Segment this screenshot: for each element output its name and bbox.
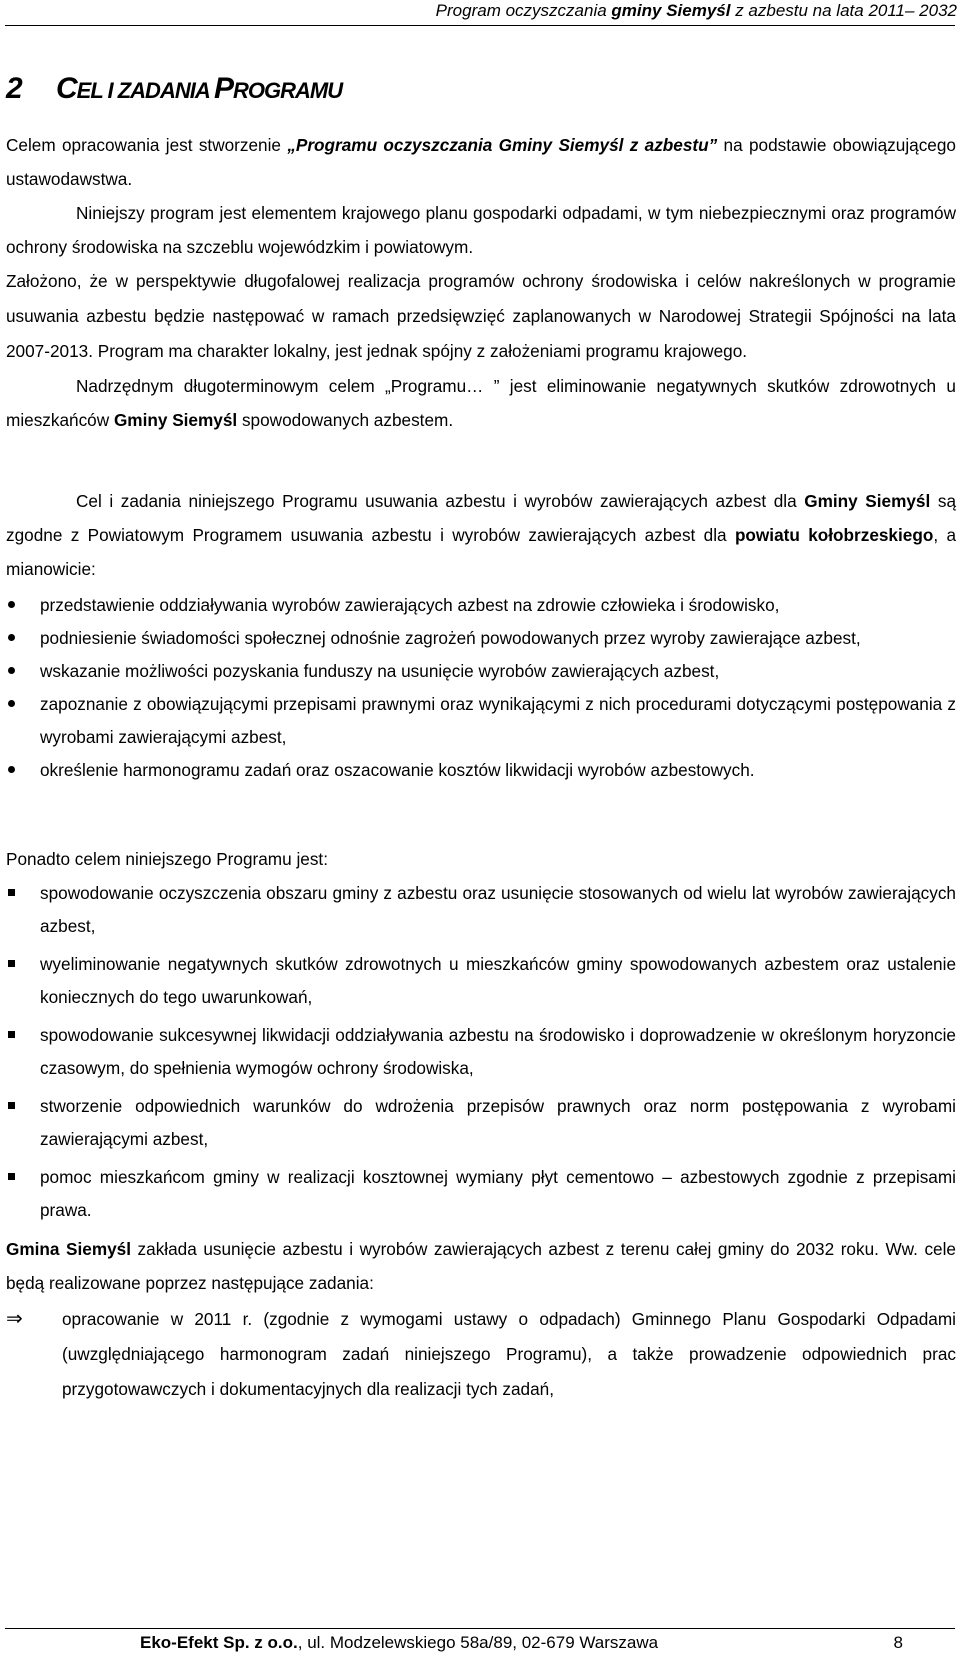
tasks-text: zakłada usunięcie azbestu i wyrobów zawierających azbest z terenu całej gminy do 2032 roku. Ww. cele będą realizowane poprzez następujące zadania:	[6, 1239, 956, 1293]
header-text-prefix: Program oczyszczania	[435, 1, 612, 20]
intro-p1-text: Celem opracowania jest stworzenie	[6, 135, 288, 155]
intro-paragraph-3: Założono, że w perspektywie długofalowej realizacja programów ochrony środowiska i celów nakreślonych w programie usuwania azbestu będzie następować w ramach przedsięwzięć zaplanowanych w Narodowej Strategii Spójności na lata 2007-2013. Program ma charakter lokalny, jest jednak spójny z założeniami programu krajowego.	[6, 271, 956, 361]
list-item: ⇒ opracowanie w 2011 r. (zgodnie z wymogami ustawy o odpadach) Gminnego Planu Gospodarki Odpadami (uwzględniającego harmonogram zadań niniejszego Programu), a także prowadzenie odpowiednich prac przygotowawczych i dokumentacyjnych dla realizacji tych zadań,	[0, 1302, 960, 1407]
tasks-gmina: Gmina Siemyśl	[6, 1239, 131, 1259]
section-title-rest1: EL I ZADANIA	[76, 78, 215, 103]
list-item: pomoc mieszkańcom gminy w realizacji kosztownej wymiany płyt cementowo – azbestowych zgodnie z przepisami prawa.	[0, 1161, 960, 1227]
goals-text-c: są zgodne z Powiatowym Programem usuwania azbestu i wyrobów zawierających azbest dla	[6, 491, 956, 545]
section-heading	[6, 72, 342, 106]
square-bullet-icon	[8, 1102, 15, 1109]
intro-p4-text: Nadrzędnym długoterminowym celem „Programu… ” jest eliminowanie negatywnych skutków zdrowotnych u mieszkańców	[6, 376, 956, 430]
intro-paragraph-2: Niniejszy program jest elementem krajowego planu gospodarki odpadami, w tym niebezpiecznymi oraz programów ochrony środowiska na szczeblu wojewódzkim i powiatowym.	[6, 203, 956, 257]
square-bullet-icon	[8, 960, 15, 967]
list-item: przedstawienie oddziaływania wyrobów zawierających azbest na zdrowie człowieka i środowisko,	[0, 589, 960, 622]
goals-powiat: powiatu kołobrzeskiego	[734, 525, 934, 545]
intro-block	[6, 128, 956, 437]
section-title-rest2: ROGRAMU	[233, 78, 343, 103]
square-bullet-icon	[8, 1173, 15, 1180]
arrow-right-icon: ⇒	[6, 1308, 23, 1330]
bullet-icon	[8, 700, 15, 707]
footer-address: , ul. Modzelewskiego 58a/89, 02-679 Warszawa	[297, 1633, 659, 1652]
goals-list	[0, 589, 960, 787]
list-item: wyeliminowanie negatywnych skutków zdrowotnych u mieszkańców gminy spowodowanych azbestem oraz ustalenie koniecznych do tego uwarunkowań,	[0, 948, 960, 1014]
program-title: „Programu oczyszczania Gminy Siemyśl z azbestu”	[287, 135, 718, 155]
tasks-list	[0, 1302, 960, 1407]
list-item: spowodowanie sukcesywnej likwidacji oddziaływania azbestu na środowisko i doprowadzenie w określonym horyzoncie czasowym, do spełnienia wymogów ochrony środowiska,	[0, 1019, 960, 1085]
bullet-icon	[8, 766, 15, 773]
list-item: wskazanie możliwości pozyskania funduszy na usunięcie wyrobów zawierających azbest,	[0, 655, 960, 688]
list-item: spowodowanie oczyszczenia obszaru gminy z azbestu oraz usunięcie stosowanych od wielu lat wyrobów zawierających azbest,	[0, 877, 960, 943]
list-item: stworzenie odpowiednich warunków do wdrożenia przepisów prawnych oraz norm postępowania z wyrobami zawierającymi azbest,	[0, 1090, 960, 1156]
header-divider	[5, 25, 955, 26]
section-title-c: C	[56, 72, 77, 105]
intro-p1-end: na podstawie obowiązującego ustawodawstwa.	[6, 135, 956, 189]
bullet-icon	[8, 634, 15, 641]
square-bullet-icon	[8, 1031, 15, 1038]
list-item: zapoznanie z obowiązującymi przepisami prawnymi oraz wynikającymi z nich procedurami dotyczącymi postępowania z wyrobami zawierającymi azbest,	[0, 688, 960, 754]
goals-text-e: , a mianowicie:	[6, 525, 957, 579]
square-bullet-icon	[8, 889, 15, 896]
intro-paragraph-4	[6, 369, 956, 437]
footer-company: Eko-Efekt Sp. z o.o.	[140, 1633, 298, 1652]
running-header	[0, 0, 960, 24]
goals-gmina: Gminy Siemyśl	[804, 491, 931, 511]
further-list	[0, 877, 960, 1227]
footer-divider	[5, 1628, 955, 1629]
section-title-p: P	[214, 72, 234, 105]
further-intro: Ponadto celem niniejszego Programu jest:	[6, 849, 328, 869]
goals-text-a: Cel i zadania niniejszego Programu usuwania azbestu i wyrobów zawierających azbest dla	[76, 491, 805, 511]
intro-paragraph-1	[6, 128, 956, 196]
intro-p4-end: spowodowanych azbestem.	[237, 410, 454, 430]
header-text-bold: gminy Siemyśl	[611, 1, 731, 20]
bullet-icon	[8, 601, 15, 608]
list-item: określenie harmonogramu zadań oraz oszacowanie kosztów likwidacji wyrobów azbestowych.	[0, 754, 960, 787]
list-item: podniesienie świadomości społecznej odnośnie zagrożeń powodowanych przez wyroby zawierające azbest,	[0, 622, 960, 655]
section-number: 2	[6, 72, 22, 105]
intro-p4-bold: Gminy Siemyśl	[113, 410, 238, 430]
bullet-icon	[8, 667, 15, 674]
page-number: 8	[893, 1633, 903, 1652]
goals-paragraph	[6, 484, 956, 586]
header-text-suffix: z azbestu na lata 2011– 2032	[730, 1, 957, 20]
tasks-paragraph	[6, 1232, 956, 1300]
